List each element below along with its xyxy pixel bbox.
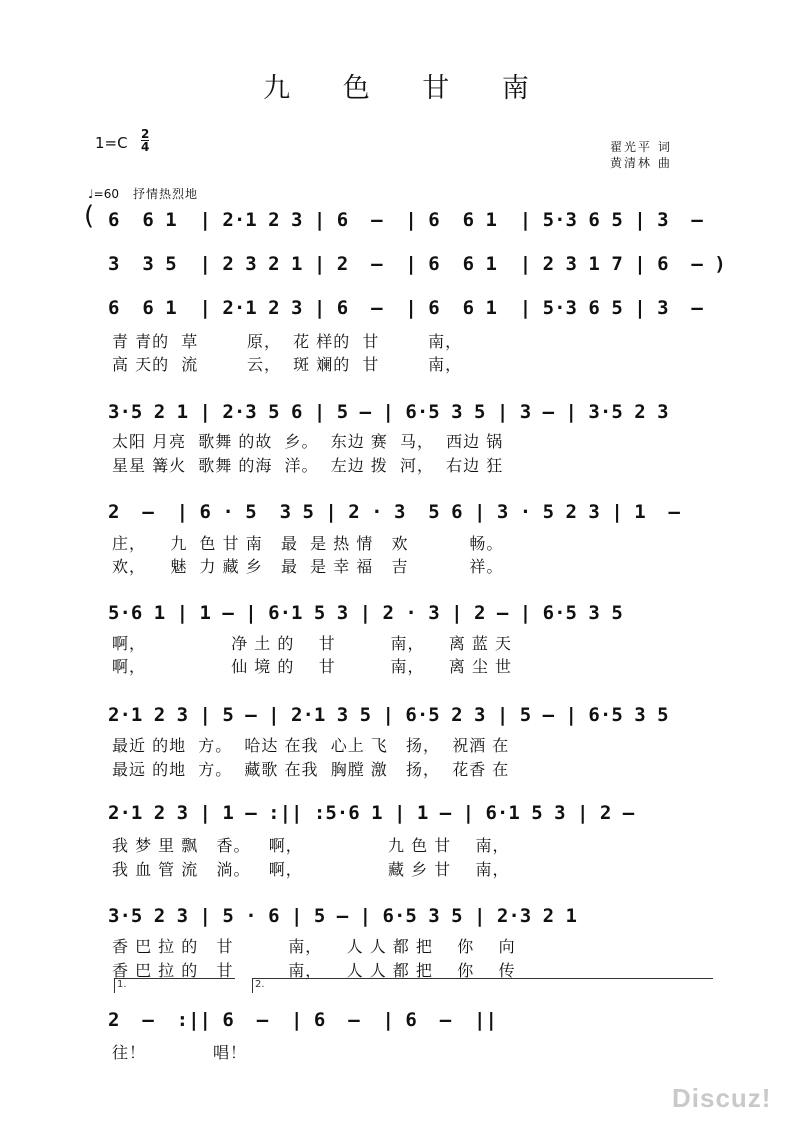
- meter-bottom: 4: [141, 140, 150, 154]
- lyric-row-6-verse-1: 啊， 净 土 的 甘 南， 离 蓝 天: [112, 634, 513, 653]
- lyric-row-5-verse-2: 欢， 魅 力 藏 乡 最 是 幸 福 吉 祥。: [112, 557, 504, 576]
- lyric-row-9-verse-1: 香 巴 拉 的 甘 南， 人 人 都 把 你 向: [112, 937, 516, 956]
- lyricist-credit: 翟光平 词: [610, 140, 672, 154]
- meter-top: 2: [141, 127, 150, 141]
- notation-row-8: 2·1 2 3 | 1 – :|| :5·6 1 | 1 – | 6·1 5 3 | 2 –: [108, 802, 635, 824]
- notation-row-10: 2 – :|| 6 – | 6 – | 6 – ||: [108, 1009, 497, 1031]
- time-signature: [141, 128, 149, 153]
- lyric-row-8-verse-1: 我 梦 里 飘 香。 啊， 九 色 甘 南，: [112, 836, 510, 855]
- second-ending-label: 2.: [255, 979, 265, 990]
- lyric-row-4-verse-1: 太阳 月亮 歌舞 的故 乡。 东边 赛 马， 西边 锅: [112, 432, 504, 451]
- notation-row-9: 3·5 2 3 | 5 · 6 | 5 – | 6·5 3 5 | 2·3 2 1: [108, 905, 577, 927]
- notation-row-1: 6 6 1 | 2·1 2 3 | 6 – | 6 6 1 | 5·3 6 5 | 3 –: [108, 209, 703, 231]
- notation-row-5: 2 – | 6 · 5 3 5 | 2 · 3 5 6 | 3 · 5 2 3 | 1 –: [108, 501, 680, 523]
- lyric-row-3-verse-2: 高 天的 流 云， 斑 斓的 甘 南，: [112, 355, 463, 374]
- notation-row-4: 3·5 2 1 | 2·3 5 6 | 5 – | 6·5 3 5 | 3 – | 3·5 2 3: [108, 401, 669, 423]
- lyric-row-5-verse-1: 庄， 九 色 甘 南 最 是 热 情 欢 畅。: [112, 534, 504, 553]
- lyric-row-8-verse-2: 我 血 管 流 淌。 啊， 藏 乡 甘 南，: [112, 860, 510, 879]
- lyric-row-7-verse-1: 最近 的地 方。 哈达 在我 心上 飞 扬， 祝酒 在: [112, 736, 510, 755]
- composer-credit: 黄清林 曲: [610, 156, 672, 170]
- watermark: Discuz!: [672, 1083, 772, 1113]
- lyric-row-10: 往！ 唱！: [112, 1043, 247, 1062]
- notation-row-7: 2·1 2 3 | 5 – | 2·1 3 5 | 6·5 2 3 | 5 – | 6·5 3 5: [108, 704, 669, 726]
- lyric-row-6-verse-2: 啊， 仙 境 的 甘 南， 离 尘 世: [112, 657, 513, 676]
- key-signature: 1=C: [95, 134, 128, 152]
- tempo-metronome: ♩=60: [88, 187, 119, 201]
- lyric-row-3-verse-1: 青 青的 草 原， 花 样的 甘 南，: [112, 332, 463, 351]
- tempo-expression: 抒情热烈地: [132, 187, 198, 201]
- second-ending-bracket: [252, 978, 713, 993]
- notation-row-2: 3 3 5 | 2 3 2 1 | 2 – | 6 6 1 | 2 3 1 7 | 6 – ): [108, 253, 726, 275]
- lyric-row-7-verse-2: 最远 的地 方。 藏歌 在我 胸膛 激 扬， 花香 在: [112, 760, 510, 779]
- lyric-row-9-verse-2: 香 巴 拉 的 甘 南， 人 人 都 把 你 传: [112, 961, 516, 980]
- first-ending-bracket: [114, 978, 235, 993]
- intro-parenthesis: (: [84, 201, 95, 231]
- first-ending-label: 1.: [117, 979, 127, 990]
- song-title: 九 色 甘 南: [263, 73, 551, 104]
- tempo-marking: [88, 185, 198, 202]
- notation-row-3: 6 6 1 | 2·1 2 3 | 6 – | 6 6 1 | 5·3 6 5 | 3 –: [108, 297, 703, 319]
- lyric-row-4-verse-2: 星星 篝火 歌舞 的海 洋。 左边 拨 河， 右边 狂: [112, 456, 504, 475]
- notation-row-6: 5·6 1 | 1 – | 6·1 5 3 | 2 · 3 | 2 – | 6·5 3 5: [108, 602, 623, 624]
